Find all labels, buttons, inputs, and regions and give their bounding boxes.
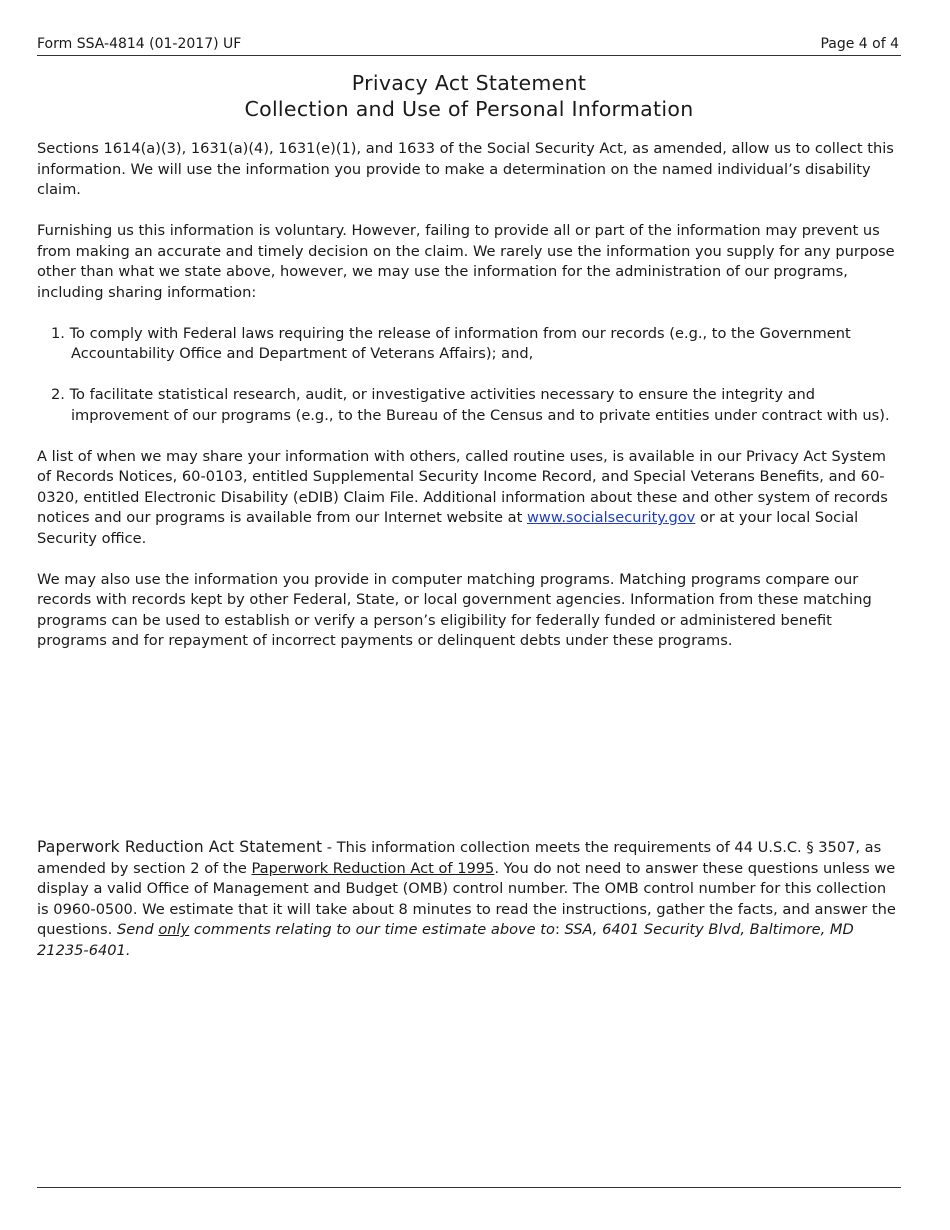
title-line-1: Privacy Act Statement <box>351 71 587 95</box>
list-item: 1. To comply with Federal laws requiring the release of information from our records (e.g., to the Government Accountability Office and Department of Veterans Affairs); and, <box>51 324 851 362</box>
page-number: Page 4 of 4 <box>820 36 899 52</box>
privacy-act-body <box>37 139 901 672</box>
privacy-paragraph-1: Sections 1614(a)(3), 1631(a)(4), 1631(e)(1), and 1633 of the Social Security Act, as amended, allow us to collect this information. We will use the information you provide to make a determination on the named individual’s disability claim. <box>37 140 894 198</box>
paperwork-act-name: Paperwork Reduction Act of 1995 <box>251 859 495 877</box>
paperwork-heading: Paperwork Reduction Act Statement <box>37 838 323 856</box>
list-item: 2. To facilitate statistical research, audit, or investigative activities necessary to ensure the integrity and improvement of our programs (e.g., to the Bureau of the Census and to private entities under contract with us). <box>51 386 890 424</box>
only-label: only <box>158 921 190 938</box>
page-title <box>37 70 901 122</box>
ssa-mailing-address: SSA, 6401 Security Blvd, Baltimore, MD 21235-6401. <box>37 921 854 959</box>
paperwork-text-2: . You do not need to answer these questions unless we display a valid Office of Management and Budget (OMB) control number. The OMB control number for this collection is 0960-0500. We estimate that it will take about 8 minutes to read the instructions, gather the facts, and answer the questions. <box>37 859 896 938</box>
privacy-paragraph-4: We may also use the information you provide in computer matching programs. Matching programs compare our records with records kept by other Federal, State, or local government agencies. Information from these matching programs can be used to establish or verify a person’s eligibility for federally funded or administered benefit programs and for repayment of incorrect payments or delinquent debts under these programs. <box>37 570 872 649</box>
footer-divider <box>37 1187 901 1188</box>
form-page <box>37 0 901 1230</box>
form-id: Form SSA-4814 (01-2017) UF <box>37 36 242 52</box>
send-label: Send <box>116 921 159 938</box>
ssa-website-link[interactable]: www.socialsecurity.gov <box>526 509 696 526</box>
title-line-2: Collection and Use of Personal Information <box>244 97 694 121</box>
page-header <box>37 36 901 55</box>
paperwork-text: - This information collection meets the requirements of 44 U.S.C. § 3507, as amended by section 2 of the <box>37 839 882 877</box>
comments-label: comments relating to our time estimate above to <box>189 921 555 938</box>
paperwork-reduction-statement <box>37 837 901 961</box>
privacy-paragraph-2: Furnishing us this information is voluntary. However, failing to provide all or part of the information may prevent us from making an accurate and timely decision on the claim. We rarely use the information you supply for any purpose other than what we state above, however, we may use the information for the administration of our programs, including sharing information: <box>37 222 895 301</box>
routine-uses-text-end: or at your local Social Security office. <box>37 509 859 547</box>
header-divider <box>37 55 901 56</box>
privacy-paragraph-3 <box>37 447 901 550</box>
routine-uses-text: A list of when we may share your information with others, called routine uses, is available in our Privacy Act System of Records Notices, 60-0103, entitled Supplemental Security Income Record, and Special Veterans Benefits, and 60-0320, entitled Electronic Disability (eDIB) Claim File. Additional information about these and other system of records notices and our programs is available from our Internet website at <box>37 447 888 526</box>
colon: : <box>554 921 565 938</box>
